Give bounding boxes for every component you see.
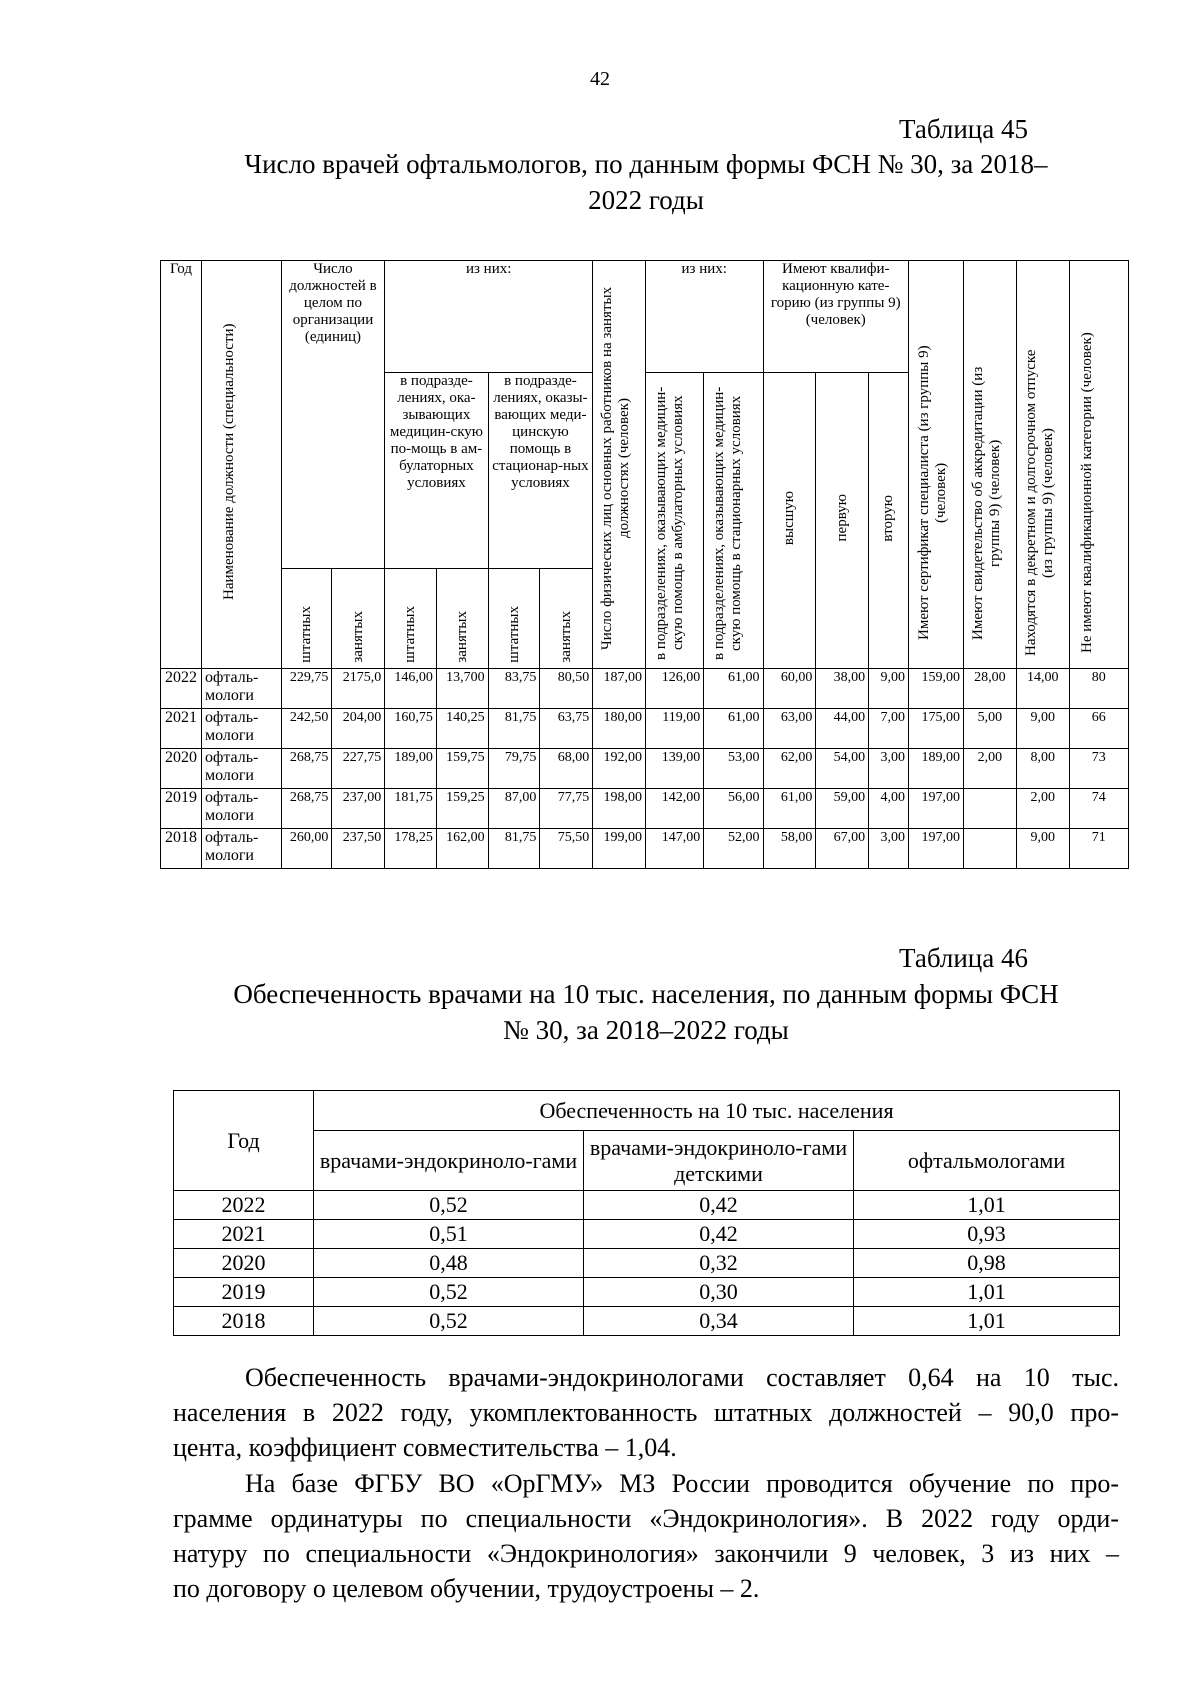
t46-cell-value: 0,52 — [314, 1278, 584, 1307]
t45-header-highest: высшую — [763, 373, 816, 669]
t45-cell-value: 192,00 — [593, 749, 646, 789]
table45 — [160, 260, 1129, 869]
t45-cell-value — [963, 829, 1016, 869]
t46-cell-value: 0,98 — [854, 1249, 1120, 1278]
t45-cell-value: 140,25 — [436, 709, 488, 749]
paragraph-2-line: На базе ФГБУ ВО «ОрГМУ» МЗ России проводится обучение по про- — [245, 1469, 1119, 1498]
t46-cell-year: 2020 — [174, 1249, 314, 1278]
table45-title-line1: Число врачей офтальмологов, по данным формы ФСН № 30, за 2018– — [244, 149, 1048, 179]
t45-header-position: Наименование должности (специальности) — [201, 261, 281, 669]
t45-row — [161, 789, 1129, 829]
t45-cell-value: 159,75 — [436, 749, 488, 789]
t45-cell-value: 61,00 — [704, 709, 763, 749]
t45-header-leave: Находятся в декретном и долгосрочном отпуске (из группы 9) (человек) — [1016, 261, 1069, 669]
t46-cell-value: 0,32 — [584, 1249, 854, 1278]
t46-header-ophthalmologists: офтальмологами — [854, 1131, 1120, 1191]
t45-cell-value: 62,00 — [763, 749, 816, 789]
t45-header-qualification: Имеют квалифи-кационную кате-горию (из группы 9) (человек) — [763, 261, 909, 373]
t45-cell-value: 63,75 — [540, 709, 593, 749]
t45-header-first: первую — [816, 373, 869, 669]
t45-cell-value: 126,00 — [646, 669, 704, 709]
t45-cell-value: 162,00 — [436, 829, 488, 869]
t45-cell-value: 178,25 — [385, 829, 437, 869]
t45-cell-value: 54,00 — [816, 749, 869, 789]
t46-cell-value: 1,01 — [854, 1191, 1120, 1220]
t46-cell-value: 0,52 — [314, 1307, 584, 1336]
t45-cell-value: 44,00 — [816, 709, 869, 749]
t45-cell-value: 71 — [1069, 829, 1128, 869]
t45-cell-name: офталь-мологи — [201, 669, 281, 709]
t46-cell-value: 0,42 — [584, 1220, 854, 1249]
t45-header-staff: штатных — [281, 569, 332, 669]
t46-cell-year: 2021 — [174, 1220, 314, 1249]
t45-cell-value: 73 — [1069, 749, 1128, 789]
t45-cell-value: 9,00 — [1016, 829, 1069, 869]
t45-cell-value: 2,00 — [1016, 789, 1069, 829]
t45-cell-value: 8,00 — [1016, 749, 1069, 789]
t45-header-no-category: Не имеют квалификационной категории (человек) — [1069, 261, 1128, 669]
paragraph-2 — [173, 1466, 1119, 1606]
t46-cell-value: 1,01 — [854, 1278, 1120, 1307]
t45-cell-value: 81,75 — [488, 829, 540, 869]
t45-cell-value: 58,00 — [763, 829, 816, 869]
t45-row — [161, 709, 1129, 749]
t45-cell-value: 67,00 — [816, 829, 869, 869]
t46-cell-year: 2022 — [174, 1191, 314, 1220]
t45-cell-value: 9,00 — [869, 669, 909, 709]
t46-cell-value: 0,30 — [584, 1278, 854, 1307]
t46-cell-value: 1,01 — [854, 1307, 1120, 1336]
t45-cell-value: 81,75 — [488, 709, 540, 749]
t45-cell-value: 53,00 — [704, 749, 763, 789]
t45-cell-value: 5,00 — [963, 709, 1016, 749]
t45-cell-name: офталь-мологи — [201, 829, 281, 869]
t45-cell-name: офталь-мологи — [201, 749, 281, 789]
t46-row — [174, 1191, 1120, 1220]
t45-cell-value: 52,00 — [704, 829, 763, 869]
t45-cell-year: 2022 — [161, 669, 202, 709]
t45-header-year: Год — [161, 261, 202, 669]
t45-cell-value: 180,00 — [593, 709, 646, 749]
t45-cell-value: 3,00 — [869, 829, 909, 869]
t45-header-staff: штатных — [488, 569, 540, 669]
t45-cell-value: 56,00 — [704, 789, 763, 829]
paragraph-1-line: цента, коэффициент совместительства – 1,04. — [173, 1433, 677, 1462]
t45-header-accreditation: Имеют свидетельство об аккредитации (из группы 9) (человек) — [963, 261, 1016, 669]
t45-cell-value: 146,00 — [385, 669, 437, 709]
t45-cell-value: 175,00 — [909, 709, 964, 749]
t45-cell-value: 229,75 — [281, 669, 332, 709]
paragraph-2-line: натуру по специальности «Эндокринология» закончили 9 человек, 3 из них – — [173, 1539, 1119, 1568]
t46-cell-value: 0,52 — [314, 1191, 584, 1220]
page-number: 42 — [590, 68, 610, 90]
t45-cell-value: 2175,0 — [332, 669, 385, 709]
t45-cell-value: 189,00 — [909, 749, 964, 789]
t45-cell-value: 63,00 — [763, 709, 816, 749]
table46 — [173, 1090, 1120, 1336]
table45-title — [173, 146, 1119, 218]
t45-cell-value: 187,00 — [593, 669, 646, 709]
t46-cell-value: 0,48 — [314, 1249, 584, 1278]
t45-cell-value: 87,00 — [488, 789, 540, 829]
t45-cell-value: 199,00 — [593, 829, 646, 869]
t45-row — [161, 669, 1129, 709]
t45-cell-value: 227,75 — [332, 749, 385, 789]
t46-cell-year: 2019 — [174, 1278, 314, 1307]
t45-cell-value: 59,00 — [816, 789, 869, 829]
t46-row — [174, 1220, 1120, 1249]
t45-cell-value: 268,75 — [281, 789, 332, 829]
t45-cell-year: 2018 — [161, 829, 202, 869]
t45-header-ambulatory: в подразде-лениях, ока-зывающих медицин-скую по-мощь в ам-булаторных условиях — [385, 373, 488, 569]
t46-cell-value: 0,34 — [584, 1307, 854, 1336]
t45-cell-value: 142,00 — [646, 789, 704, 829]
t45-header-stationary: в подразде-лениях, оказы-вающих меди-цинскую помощь в стационар-ных условиях — [488, 373, 593, 569]
t45-header-certificate: Имеют сертификат специалиста (из группы 9) (человек) — [909, 261, 964, 669]
table46-title — [173, 976, 1119, 1048]
t46-row — [174, 1249, 1120, 1278]
t46-header-endocrinologists: врачами-эндокриноло-гами — [314, 1131, 584, 1191]
t46-cell-value: 0,93 — [854, 1220, 1120, 1249]
t45-cell-value: 268,75 — [281, 749, 332, 789]
t45-cell-value: 181,75 — [385, 789, 437, 829]
t45-cell-year: 2019 — [161, 789, 202, 829]
t46-row — [174, 1307, 1120, 1336]
t45-cell-value: 80 — [1069, 669, 1128, 709]
t45-header-positions-total: Число должностей в целом по организации (единиц) — [281, 261, 384, 569]
t45-cell-value: 237,50 — [332, 829, 385, 869]
t45-cell-value: 61,00 — [704, 669, 763, 709]
t45-cell-value: 147,00 — [646, 829, 704, 869]
t45-row — [161, 829, 1129, 869]
t45-header-occupied: занятых — [332, 569, 385, 669]
t45-cell-value: 197,00 — [909, 829, 964, 869]
t46-cell-year: 2018 — [174, 1307, 314, 1336]
t45-cell-value: 38,00 — [816, 669, 869, 709]
table45-title-line2: 2022 годы — [588, 185, 704, 215]
paragraph-1 — [173, 1360, 1119, 1465]
t45-cell-value: 68,00 — [540, 749, 593, 789]
t45-cell-value: 66 — [1069, 709, 1128, 749]
t45-cell-value: 13,700 — [436, 669, 488, 709]
t45-cell-value: 7,00 — [869, 709, 909, 749]
t45-cell-value: 242,50 — [281, 709, 332, 749]
t45-cell-value: 83,75 — [488, 669, 540, 709]
paragraph-2-line: по договору о целевом обучении, трудоустроены – 2. — [173, 1574, 760, 1603]
t45-cell-name: офталь-мологи — [201, 709, 281, 749]
t45-cell-value: 198,00 — [593, 789, 646, 829]
t45-cell-value: 159,00 — [909, 669, 964, 709]
table46-title-line1: Обеспеченность врачами на 10 тыс. населения, по данным формы ФСН — [233, 979, 1059, 1009]
t45-header-phys-ambulatory: в подразделениях, оказывающих медицин-скую помощь в амбулаторных условиях — [646, 373, 704, 669]
t45-cell-value: 197,00 — [909, 789, 964, 829]
t45-cell-value: 61,00 — [763, 789, 816, 829]
t46-header-child-endocrinologists: врачами-эндокриноло-гами детскими — [584, 1131, 854, 1191]
table46-title-line2: № 30, за 2018–2022 годы — [503, 1015, 789, 1045]
t45-header-physical-persons: Число физических лиц основных работников на занятых должностях (человек) — [593, 261, 646, 669]
t45-header-occupied: занятых — [436, 569, 488, 669]
t46-row — [174, 1278, 1120, 1307]
t45-row — [161, 749, 1129, 789]
t45-header-staff: штатных — [385, 569, 437, 669]
t45-cell-value: 160,75 — [385, 709, 437, 749]
t45-cell-value: 119,00 — [646, 709, 704, 749]
paragraph-1-line: населения в 2022 году, укомплектованность штатных должностей – 90,0 про- — [173, 1398, 1119, 1427]
t45-cell-value: 237,00 — [332, 789, 385, 829]
t45-cell-value: 14,00 — [1016, 669, 1069, 709]
t45-cell-value: 204,00 — [332, 709, 385, 749]
t45-cell-name: офталь-мологи — [201, 789, 281, 829]
t45-cell-value: 3,00 — [869, 749, 909, 789]
t45-cell-year: 2021 — [161, 709, 202, 749]
t46-header-group: Обеспеченность на 10 тыс. населения — [314, 1091, 1120, 1131]
t45-cell-value: 139,00 — [646, 749, 704, 789]
t45-cell-value: 80,50 — [540, 669, 593, 709]
t45-header-second: вторую — [869, 373, 909, 669]
t45-cell-value: 9,00 — [1016, 709, 1069, 749]
t45-cell-value: 60,00 — [763, 669, 816, 709]
t45-cell-value: 260,00 — [281, 829, 332, 869]
t46-cell-value: 0,51 — [314, 1220, 584, 1249]
table45-label: Таблица 45 — [899, 114, 1028, 144]
t46-cell-value: 0,42 — [584, 1191, 854, 1220]
t45-cell-value: 189,00 — [385, 749, 437, 789]
paragraph-1-line: Обеспеченность врачами-эндокринологами составляет 0,64 на 10 тыс. — [245, 1363, 1119, 1392]
t45-cell-value: 75,50 — [540, 829, 593, 869]
t45-cell-value: 4,00 — [869, 789, 909, 829]
paragraph-2-line: грамме ординатуры по специальности «Эндокринология». В 2022 году орди- — [173, 1504, 1119, 1533]
t45-header-of-them-2: из них: — [646, 261, 763, 373]
table46-label: Таблица 46 — [899, 943, 1028, 973]
t45-header-of-them-1: из них: — [385, 261, 593, 373]
t45-cell-value: 79,75 — [488, 749, 540, 789]
t45-cell-value: 159,25 — [436, 789, 488, 829]
t45-cell-value: 28,00 — [963, 669, 1016, 709]
t45-cell-value: 74 — [1069, 789, 1128, 829]
t45-header-occupied: занятых — [540, 569, 593, 669]
t45-header-phys-stationary: в подразделениях, оказывающих медицин-скую помощь в стационарных условиях — [704, 373, 763, 669]
t45-cell-year: 2020 — [161, 749, 202, 789]
t45-cell-value — [963, 789, 1016, 829]
t45-cell-value: 77,75 — [540, 789, 593, 829]
t45-cell-value: 2,00 — [963, 749, 1016, 789]
t46-header-year: Год — [174, 1091, 314, 1191]
